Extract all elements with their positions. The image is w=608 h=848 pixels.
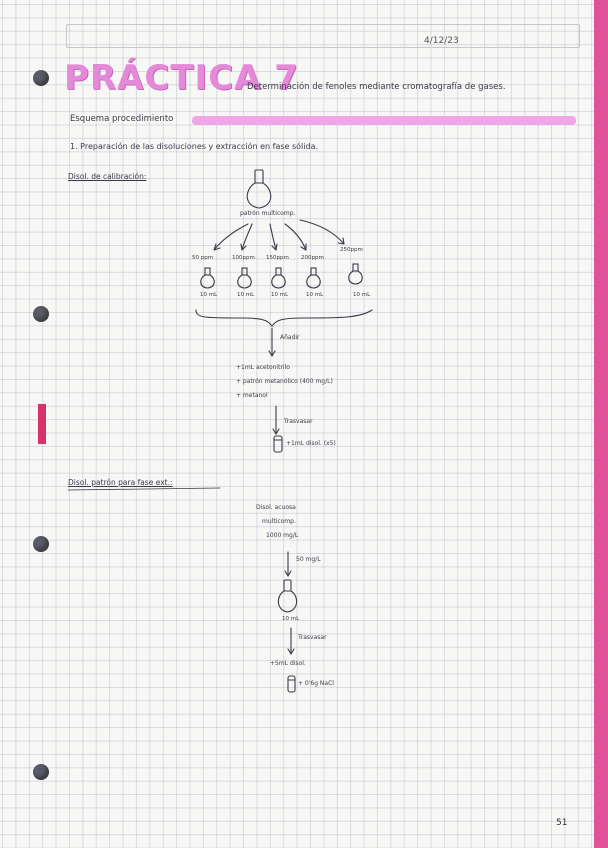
calibration-flask-icon	[307, 268, 320, 288]
flask-concentration: 50 ppm	[192, 255, 214, 261]
stock-line: 1000 mg/L	[266, 532, 299, 539]
flask-concentration: 150ppm	[266, 255, 289, 261]
dilution-flask-icon	[278, 580, 296, 612]
flask-concentration: 100ppm	[232, 255, 255, 261]
page-title: PRÁCTICA 7	[64, 58, 299, 98]
flask-volume: 10 mL	[200, 292, 218, 298]
flask-volume: 10 mL	[353, 292, 371, 298]
addition-item: +1mL acetonitrilo	[236, 364, 290, 371]
addition-item: + patrón metanólico (400 mg/L)	[236, 378, 333, 385]
stock-line: multicomp.	[262, 518, 296, 525]
add-label: Añadir	[280, 334, 300, 341]
page-subtitle: Determinación de fenoles mediante cromatografía de gases.	[247, 82, 506, 92]
flask-volume: 10 mL	[282, 616, 300, 622]
calibration-flask-icon	[238, 268, 251, 288]
addition-item: + metanol	[236, 392, 268, 399]
vial-label: +1mL disol. (x5)	[286, 440, 336, 447]
vial-icon	[288, 676, 295, 692]
stock-line: Disol. acuosa	[256, 504, 296, 511]
calibration-flask-icon	[272, 268, 285, 288]
vial-label: + 0'6g NaCl	[298, 680, 334, 687]
step-heading: 1. Preparación de las disoluciones y extracción en fase sólida.	[70, 142, 319, 151]
flask-concentration: 250ppm	[340, 247, 363, 253]
transfer-label: Trasvasar	[298, 634, 327, 641]
transfer-label: Trasvasar	[284, 418, 313, 425]
calibration-flask-icon	[349, 264, 362, 284]
flask-volume: 10 mL	[271, 292, 289, 298]
brace	[196, 310, 372, 326]
date: 4/12/23	[424, 36, 459, 46]
calibration-heading: Disol. de calibración:	[68, 172, 147, 181]
flask-concentration: 200ppm	[301, 255, 324, 261]
distribution-arrows	[214, 220, 344, 250]
flask-volume: 10 mL	[237, 292, 255, 298]
page-number: 51	[556, 818, 568, 828]
vial-icon	[274, 436, 282, 452]
flask-volume: 10 mL	[306, 292, 324, 298]
dilution-label: 50 mg/L	[296, 556, 321, 563]
aliquot-label: +5mL disol.	[270, 660, 306, 667]
patron-heading: Disol. patrón para fase ext.:	[68, 478, 173, 487]
stock-flask-icon	[247, 170, 271, 208]
section-label: Esquema procedimiento	[70, 114, 174, 124]
stock-label: patrón multicomp.	[240, 210, 296, 217]
calibration-flask-icon	[201, 268, 214, 288]
